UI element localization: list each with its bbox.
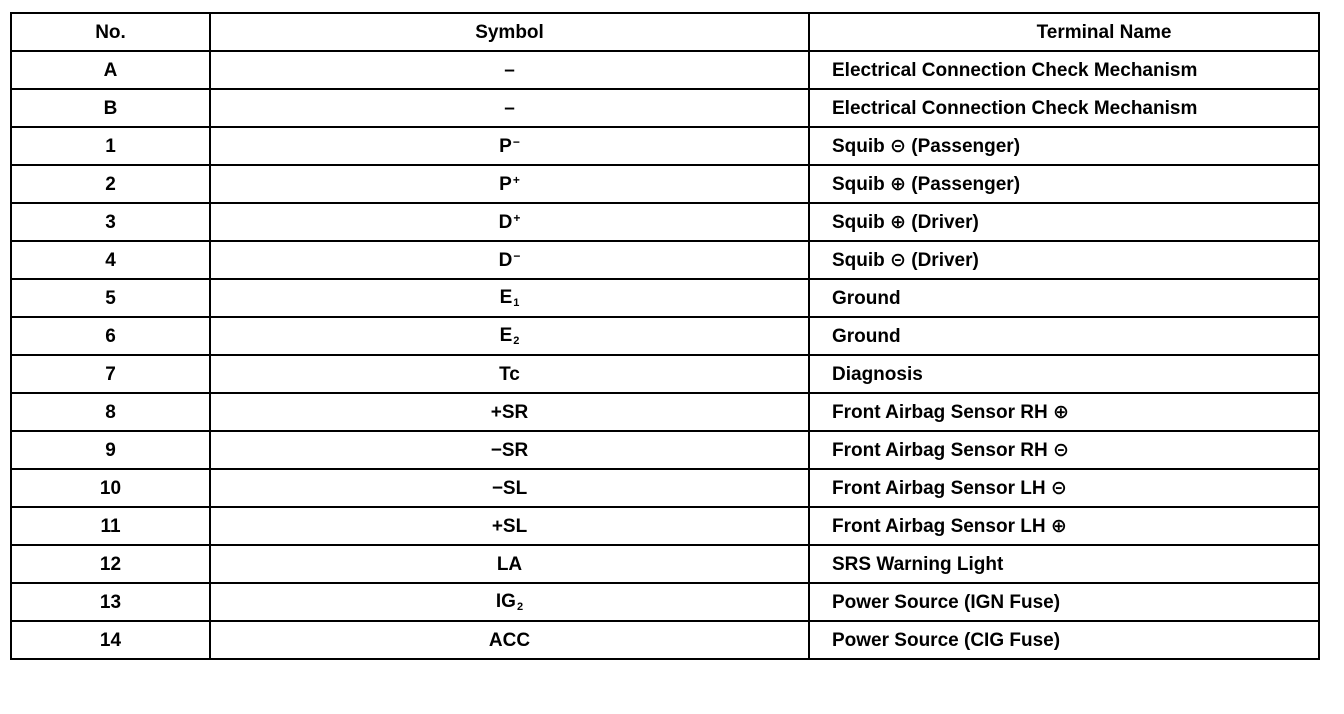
terminal-name: Power Source (IGN Fuse): [809, 583, 1319, 621]
terminal-symbol: [210, 431, 809, 469]
symbol-base: D: [498, 212, 513, 233]
terminal-symbol: [210, 507, 809, 545]
symbol-subscript: 1: [513, 296, 520, 309]
header-symbol: Symbol: [210, 13, 809, 51]
header-terminal-name: Terminal Name: [809, 13, 1319, 51]
terminal-symbol: [210, 355, 809, 393]
terminal-symbol: [210, 203, 809, 241]
terminal-number: 14: [11, 621, 210, 659]
terminal-name: Front Airbag Sensor RH ⊝: [809, 431, 1319, 469]
terminal-table: [10, 12, 1320, 660]
symbol-base: LA: [496, 553, 523, 575]
symbol-base: E: [499, 324, 513, 346]
terminal-symbol: [210, 545, 809, 583]
terminal-number: 1: [11, 127, 210, 165]
terminal-number: 10: [11, 469, 210, 507]
table-row: [11, 431, 1319, 469]
terminal-symbol: [210, 127, 809, 165]
terminal-number: 13: [11, 583, 210, 621]
terminal-name: Ground: [809, 317, 1319, 355]
table-row: [11, 621, 1319, 659]
terminal-symbol: [210, 583, 809, 621]
terminal-number: 8: [11, 393, 210, 431]
symbol-superscript: −: [512, 135, 520, 149]
table-row: [11, 165, 1319, 203]
table-row: [11, 583, 1319, 621]
terminal-symbol: [210, 317, 809, 355]
terminal-name: Squib ⊝ (Passenger): [809, 127, 1319, 165]
header-row: [11, 13, 1319, 51]
symbol-base: –: [504, 97, 515, 119]
symbol-base: P: [499, 136, 512, 157]
symbol-base: IG: [495, 590, 516, 612]
symbol-base: E: [499, 286, 513, 308]
terminal-name: Squib ⊝ (Driver): [809, 241, 1319, 279]
terminal-number: 12: [11, 545, 210, 583]
symbol-base: Tc: [499, 363, 520, 385]
terminal-name: Diagnosis: [809, 355, 1319, 393]
symbol-base: –: [504, 59, 515, 81]
table-row: [11, 203, 1319, 241]
terminal-number: 2: [11, 165, 210, 203]
terminal-name: Squib ⊕ (Passenger): [809, 165, 1319, 203]
table-row: [11, 393, 1319, 431]
table-row: [11, 317, 1319, 355]
symbol-base: ACC: [488, 629, 531, 651]
terminal-symbol: [210, 51, 809, 89]
terminal-number: 3: [11, 203, 210, 241]
table-row: [11, 469, 1319, 507]
symbol-superscript: +: [512, 173, 520, 187]
symbol-superscript: +: [513, 211, 521, 225]
table-row: [11, 241, 1319, 279]
symbol-base: +SL: [491, 515, 528, 537]
terminal-name: Power Source (CIG Fuse): [809, 621, 1319, 659]
terminal-symbol: [210, 469, 809, 507]
terminal-number: 11: [11, 507, 210, 545]
terminal-symbol: [210, 241, 809, 279]
terminal-name: Electrical Connection Check Mechanism: [809, 51, 1319, 89]
symbol-base: +SR: [490, 401, 529, 423]
table-row: [11, 89, 1319, 127]
terminal-symbol: [210, 165, 809, 203]
symbol-base: P: [499, 174, 512, 195]
symbol-subscript: 2: [516, 600, 524, 613]
terminal-name: Front Airbag Sensor LH ⊝: [809, 469, 1319, 507]
terminal-name: Squib ⊕ (Driver): [809, 203, 1319, 241]
table-row: [11, 507, 1319, 545]
table-row: [11, 279, 1319, 317]
terminal-name: Front Airbag Sensor LH ⊕: [809, 507, 1319, 545]
table-header: [11, 13, 1319, 51]
symbol-base: D: [498, 250, 513, 271]
terminal-number: 7: [11, 355, 210, 393]
terminal-symbol: [210, 393, 809, 431]
symbol-superscript: −: [513, 249, 521, 263]
terminal-number: 6: [11, 317, 210, 355]
symbol-base: −SL: [491, 477, 528, 499]
terminal-number: B: [11, 89, 210, 127]
terminal-number: A: [11, 51, 210, 89]
symbol-subscript: 2: [513, 334, 520, 347]
terminal-name: Ground: [809, 279, 1319, 317]
table-row: [11, 355, 1319, 393]
terminal-number: 4: [11, 241, 210, 279]
terminal-number: 9: [11, 431, 210, 469]
terminal-number: 5: [11, 279, 210, 317]
terminal-name: SRS Warning Light: [809, 545, 1319, 583]
table-body: [11, 51, 1319, 659]
table-row: [11, 51, 1319, 89]
terminal-symbol: [210, 621, 809, 659]
terminal-symbol: [210, 279, 809, 317]
terminal-symbol: [210, 89, 809, 127]
terminal-name: Front Airbag Sensor RH ⊕: [809, 393, 1319, 431]
header-no: No.: [11, 13, 210, 51]
symbol-base: −SR: [490, 439, 529, 461]
table-row: [11, 545, 1319, 583]
terminal-name: Electrical Connection Check Mechanism: [809, 89, 1319, 127]
table-row: [11, 127, 1319, 165]
